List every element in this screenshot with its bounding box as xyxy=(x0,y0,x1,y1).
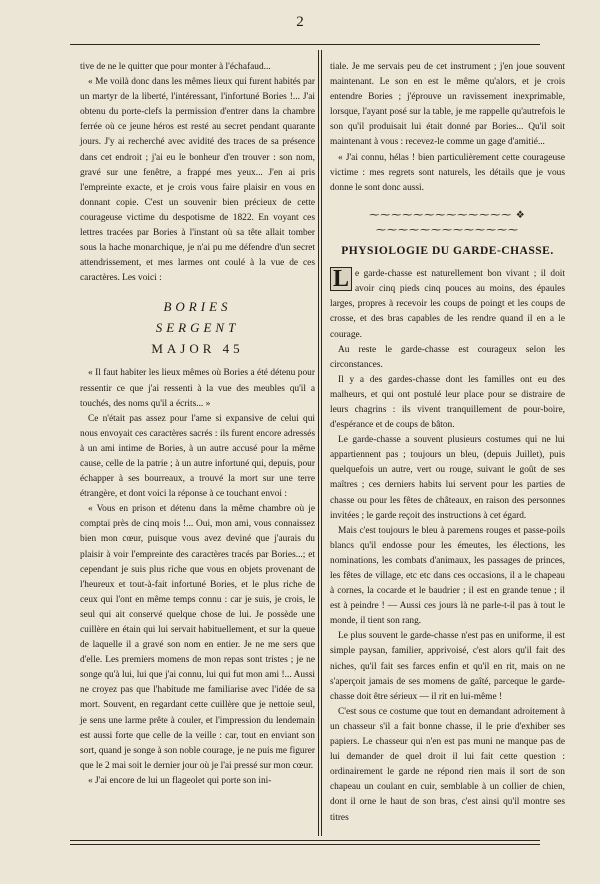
paragraph: « Me voilà donc dans les mêmes lieux qui furent habités par un martyr de la liberté, l'intéressant, l'infortuné Bories !... J'ai obtenu du porte-clefs la permission d'entrer dans la chambre ferrée où ce jeune héros est resté au secret pendant quarante jours. J'y ai recherché avec avidité des traces de sa présence dans cet endroit ; j'ai eu le bonheur d'en trouver : son nom, gravé sur une fenêtre, a frappé mes yeux... J'en ai pris l'empreinte exacte, et je crois vous faire plaisir en vous en donnant copie. C'est un souvenir bien précieux de cette courageuse victime du despotisme de 1822. En voyant ces lettres tracées par Bories à l'instant où sa tête allait tomber sous la hache monarchique, je n'ai pu me défendre d'un secret attendrissement, et mes larmes ont coulé à la vue de ces caractères. Les voici : xyxy=(80,77,315,284)
paragraph: tiale. Je me servais peu de cet instrument ; j'en joue souvent maintenant. Le son en est le même qu'alors, et je crois entendre Bories ; j'éprouve un ravissement inexprimable, lorsque, l'ayant posé sur la table, je me rappelle qu'autrefois le son qu'il produisait lui était donné par Bories... Qu'il soit maintenant à vous : recevez-le comme un gage d'amitié... xyxy=(330,62,565,148)
paragraph xyxy=(330,267,565,342)
bottom-rule xyxy=(70,840,540,841)
paragraph: Ce n'était pas assez pour l'ame si expansive de celui qui nous envoyait ces caractères sacrés : ils furent encore adressés à un ami intime de Bories, à un autre accusé pour la même cause, celle de la patrie ; à un autre infortuné qui, depuis, pour échapper à ses bourreaux, a trouvé la mort sur une terre étrangère, et dont voici la réponse à ce touchant envoi : xyxy=(80,413,315,500)
paragraph: « J'ai connu, hélas ! bien particulièrement cette courageuse victime : mes regrets sont naturels, les détails que je vous donne le sont donc aussi. xyxy=(330,152,565,193)
paragraph: Le garde-chasse a souvent plusieurs costumes qui ne lui appartiennent pas ; toujours un bleu, (depuis Juillet), puis quelquefois un autre, vert ou rouge, suivant le goût de ses maîtres ; ces derniers habits lui servent pour les parties de chasse ou pour les fêtes de châteaux, en raison des personnes invitées ; le garde reçoit des instructions à cet égard. xyxy=(330,435,565,521)
bottom-rule-second xyxy=(70,844,540,845)
paragraph: « Il faut habiter les lieux mêmes où Bories a été détenu pour ressentir ce que j'ai ressenti à la vue des meubles qu'il a touchés, des noms qu'il a écrits... » xyxy=(80,368,315,409)
engraving-line-name: BORIES xyxy=(163,299,232,315)
engraving-line-major: MAJOR 45 xyxy=(151,341,244,357)
paragraph: C'est sous ce costume que tout en demandant adroitement à un chasseur s'il a fait bonne chasse, il le prie d'exhiber ses papiers. Le chasseur qui n'en est pas muni ne manque pas de lui demander de quel droit il lui fait cette question : ordinairement le garde ne répond rien mais il sort de son chapeau un coulant en cuir, semblable à un collier de chien, dont il orne le haut de son bras, c'est ainsi qu'il montre ses titres xyxy=(330,706,565,823)
paragraph: Le plus souvent le garde-chasse n'est pas en uniforme, il est simple paysan, familier, apprivoisé, c'est alors qu'il fait des niches, qu'il fait ses farces enfin et qu'il en rit, mais on ne s'aperçoit jamais de ses momens de gaîté, parceque le garde-chasse doit être sérieux — il rit en lui-même ! xyxy=(330,631,565,702)
paragraph-text: e garde-chasse est naturellement bon vivant ; il doit avoir cinq pieds cinq pouces au moins, des épaules larges, propres à recevoir les coups de poingt et les coups de crosse, et des bras capables de les rendre quand il en a le courage. xyxy=(330,269,565,340)
section-title: PHYSIOLOGIE DU GARDE-CHASSE. xyxy=(341,245,554,258)
left-column xyxy=(80,60,315,789)
paragraph: Mais c'est toujours le bleu à paremens rouges et passe-poils blancs qu'il endosse pour les émeutes, les élections, les nominations, les combats d'animaux, les passages de princes, les fêtes de village, etc etc dans ces occasions, il a le chapeau à cornes, la cocarde et le baudrier ; il est en grande tenue ; il est à peindre ! — Aussi ces jours là ne parle-t-il pas à tout le monde, il tient son rang. xyxy=(330,525,565,627)
engraving-line-rank: SERGENT xyxy=(155,320,240,336)
paragraph: Au reste le garde-chasse est courageux selon les circonstances. xyxy=(330,344,565,370)
paragraph: « J'ai encore de lui un flageolet qui porte son ini- xyxy=(88,775,272,786)
paragraph: tive de ne le quitter que pour monter à l'échafaud... xyxy=(80,62,271,72)
paragraph: « Vous en prison et détenu dans la même chambre où je comptai près de cinq mois !... Oui, mon ami, vous connaissez bien mon cœur, puisque vous avez deviné que j'aurais du plaisir à voir l'empreinte des caractères tracés par Bories...; et cependant je suis plus riche que vous en objets provenant de l'heureux et tout-à-fait infortuné Bories, et le plus riche de ceux qui l'ont en même temps connu : car je suis, je crois, le seul qui ait conservé quelque chose de lui. Je possède une cuillère en étain qui lui servait habituellement, et sur la queue de laquelle il a gravé son nom en entier. Je ne me sers que d'elle. Les premiers momens de mon repas sont tristes ; je ne songe qu'à lui, lui que j'ai connu, lui qui fut mon ami !... Aussi ne croyez pas que l'habitude me familiarise avec l'idée de sa mort. Souvent, en regardant cette cuillère que je nettoie seul, je sens une larme prête à couler, et l'impression du lendemain est aussi forte que celle de la veille : car, tout en enviant son sort, quand je songe à son noble courage, je ne puis me figurer que le 2 mai soit le dernier jour où je l'ai pressé sur mon cœur. xyxy=(80,504,315,771)
drop-cap: L xyxy=(330,267,352,291)
ornamental-divider: ⁓⁓⁓⁓⁓⁓⁓⁓⁓⁓⁓⁓⁓ ❖ ⁓⁓⁓⁓⁓⁓⁓⁓⁓⁓⁓⁓⁓ xyxy=(369,209,526,236)
column-divider xyxy=(318,50,319,836)
page-number: 2 xyxy=(296,14,304,30)
top-rule xyxy=(70,44,540,45)
right-column xyxy=(330,60,565,826)
column-divider-inner xyxy=(321,50,322,836)
paragraph: Il y a des gardes-chasse dont les familles ont eu des malheurs, et qui ont postulé leur place pour se distraire de leurs chagrins : ils vivent tranquillement de pour-boire, d'espérance et de coups de bâton. xyxy=(330,374,565,431)
